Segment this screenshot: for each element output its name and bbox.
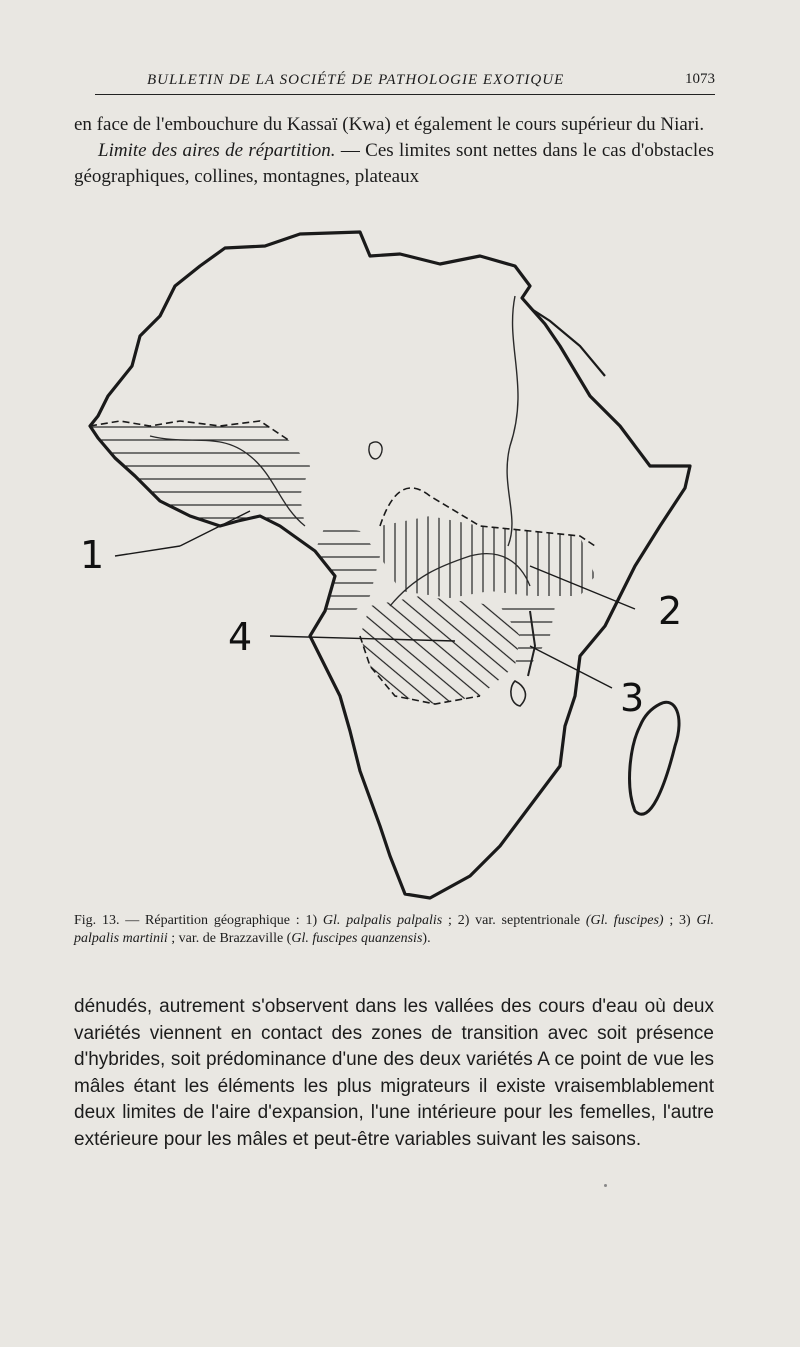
figure-caption <box>74 912 714 948</box>
paragraph-after-figure: dénudés, autrement s'observent dans les vallées des cours d'eau où deux variétés viennent en contact des zones de transition avec soit présence d'hybrides, soit prédominance d'une des deux variétés A ce point de vue les mâles étant les éléments les plus migrateurs il existe vraisemblablement deux limites de l'aire d'expansion, l'une intérieure pour les femelles, l'autre extérieure pour les mâles et peut-être variables suivant les saisons. <box>74 996 714 1150</box>
map-label-1: 1 <box>80 533 105 577</box>
caption-part: ; 3) <box>663 913 697 928</box>
paragraph-limits-text: — Ces limites sont nettes dans le cas d'obstacles géographiques, collines, montagnes, plateaux <box>74 140 714 187</box>
page-number: 1073 <box>685 71 715 87</box>
leader-line-1 <box>115 546 180 556</box>
paragraph-continuation: en face de l'embouchure du Kassaï (Kwa) et également le cours supérieur du Niari. <box>74 114 705 135</box>
caption-part: ; var. de Brazzaville ( <box>167 931 292 946</box>
leader-line-3 <box>530 646 612 688</box>
zone-1-west-africa <box>90 421 310 526</box>
paper-speck <box>604 1184 607 1187</box>
running-header <box>95 66 715 95</box>
zone-4-congo-basin <box>360 596 520 704</box>
caption-species-3: Gl. palpalis martinii <box>74 913 714 946</box>
paragraph-limits <box>74 138 714 190</box>
nile-river <box>507 296 518 546</box>
map-label-3: 3 <box>620 676 645 720</box>
caption-species-4: Gl. fuscipes quanzensis <box>291 931 423 946</box>
zone-2-central-africa <box>380 516 595 598</box>
section-heading: Limite des aires de répartition. <box>98 140 336 161</box>
caption-part: ). <box>422 931 431 946</box>
caption-part: ; 2) var. septentrionale <box>442 913 586 928</box>
africa-distribution-map <box>60 226 720 916</box>
text-top <box>74 112 714 190</box>
running-title: BULLETIN DE LA SOCIÉTÉ DE PATHOLOGIE EXOTIQUE <box>147 72 565 88</box>
lake-malawi <box>511 681 526 706</box>
lake-chad <box>369 442 382 459</box>
caption-species-2: (Gl. fuscipes) <box>585 913 664 928</box>
map-svg <box>60 226 720 916</box>
caption-species-1: Gl. palpalis palpalis <box>322 913 443 928</box>
map-label-4: 4 <box>228 615 253 659</box>
map-label-2: 2 <box>658 589 683 633</box>
caption-part: — Répartition géographique : 1) <box>119 913 323 928</box>
caption-fig-number: Fig. 13. <box>74 913 120 928</box>
